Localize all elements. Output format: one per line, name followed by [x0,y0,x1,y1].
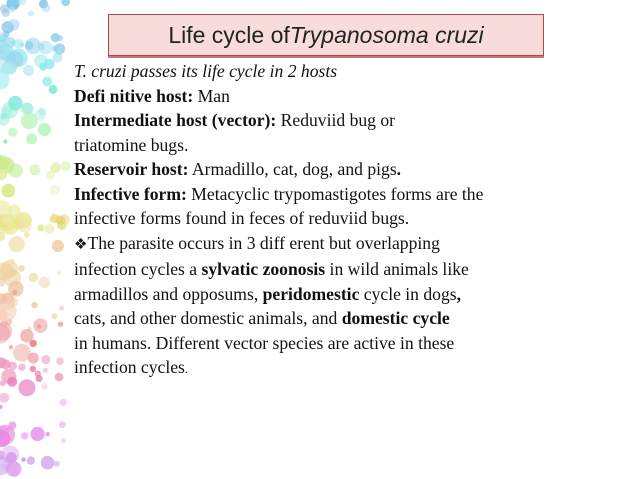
decorative-bubble [38,43,45,50]
decorative-bubble [2,292,13,303]
decorative-bubble [1,184,15,198]
decorative-bubble [0,425,15,445]
decorative-bubble [13,344,31,362]
decorative-bubble [3,38,9,44]
decorative-bubble [13,220,23,230]
decorative-bubble [3,140,7,144]
decorative-bubble [6,427,10,431]
decorative-bubble [60,399,67,406]
decorative-bubble [8,204,20,216]
infective-form-value: Metacyclic trypomastigotes forms are the [186,183,484,204]
decorative-bubble [0,309,8,322]
decorative-bubble [45,432,50,437]
decorative-bubble [46,171,55,180]
title-plain: Life cycle of [168,21,290,48]
decorative-bubble [35,109,46,120]
decorative-bubble [59,306,64,311]
decorative-bubble [0,155,10,171]
diamond-bullet-icon: ❖ [74,236,88,253]
decorative-bubble [6,461,21,476]
cycles-text-3: cats, and other domestic animals, and [74,308,342,328]
cycles-text-2b: cycle in dogs [359,283,457,304]
decorative-bubble [9,6,15,12]
decorative-bubble [41,383,47,389]
decorative-bubble [23,65,34,76]
domestic-cycle-term: domestic cycle [341,308,450,328]
intermediate-host-label: Intermediate host (vector): [74,110,277,130]
decorative-bubble [18,265,25,272]
decorative-bubble [26,133,37,144]
decorative-bubble [38,108,45,115]
decorative-bubble [21,457,25,461]
decorative-bubble [1,260,18,277]
decorative-bubble [61,161,71,171]
decorative-bubble [0,113,9,125]
decorative-bubble [0,301,17,322]
title-italic: Trypanosoma cruzi [289,21,484,48]
reservoir-host-value: Armadillo, cat, dog, and pigs [188,159,397,179]
decorative-bubble [5,52,16,63]
decorative-bubble [5,56,17,68]
decorative-bubble [61,0,70,6]
decorative-bubble [0,33,6,40]
decorative-bubble [0,36,5,43]
decorative-bubble [52,218,57,223]
decorative-bubble [0,55,9,72]
decorative-bubble [0,293,7,304]
decorative-bubble [1,49,7,55]
decorative-bubble [18,364,25,371]
decorative-bubble [39,41,53,55]
decorative-bubble [1,102,18,119]
decorative-bubble [39,0,48,9]
peridomestic-term: peridomestic [262,283,360,304]
decorative-bubble [0,380,6,386]
slide-body [74,59,634,382]
decorative-bubble [5,318,12,325]
decorative-bubble [34,54,48,68]
decorative-bubble [7,377,17,387]
decorative-bubble [57,271,61,275]
decorative-bubble [33,318,47,332]
decorative-bubble [45,224,55,234]
decorative-bubble [0,215,19,235]
decorative-bubble [0,322,12,341]
decorative-bubble [0,266,13,280]
decorative-bubble [35,371,41,377]
decorative-bubble [0,71,10,90]
decorative-bubble [0,278,5,287]
decorative-bubble [59,421,66,428]
decorative-bubble [56,216,65,225]
decorative-bubble [52,46,58,52]
decorative-bubble [44,59,55,70]
decorative-bubble [54,43,65,54]
decorative-bubble [5,37,16,48]
decorative-bubble [0,232,5,241]
definitive-host-label: Defi nitive host: [74,85,194,106]
decorative-bubble [50,214,59,223]
line-cycles-4 [74,331,634,356]
decorative-bubble [52,240,64,252]
line-intermediate-host-cont [74,133,634,158]
intro-text: T. cruzi passes its life cycle in 2 hosts [74,61,338,81]
decorative-bubble [28,353,39,364]
decorative-bubble [2,107,12,117]
decorative-bubble [0,156,3,161]
reservoir-host-label: Reservoir host: [74,159,189,179]
sylvatic-zoonosis-term: sylvatic zoonosis [201,259,326,279]
decorative-bubble [0,214,16,231]
decorative-bubble [0,405,3,410]
decorative-bubble [51,33,60,42]
decorative-bubble [41,456,55,470]
decorative-bubble [25,41,33,49]
decorative-bubble [30,366,36,372]
decorative-bubble [18,468,22,472]
decorative-bubble [51,313,57,319]
decorative-bubble [0,41,10,60]
line-cycles-2 [74,282,634,307]
decorative-bubble [28,11,34,17]
decorative-bubble [25,38,41,54]
decorative-bubble [0,4,9,13]
decorative-bubble [16,0,27,5]
decorative-bubble [1,8,10,17]
decorative-bubble [0,35,10,47]
decorative-bubble [36,375,43,382]
line-bullet-parasite [74,231,634,258]
decorative-bubble [3,269,21,287]
intermediate-host-value: Reduviid bug or [276,110,396,130]
decorative-bubble [21,103,33,115]
decorative-bubble [21,432,28,439]
decorative-bubble [29,164,40,175]
decorative-bubble [8,19,19,30]
decorative-bubble [21,112,38,129]
decorative-bubble [18,219,31,232]
decorative-bubble [20,42,24,46]
line-cycles-1 [74,257,634,282]
line-reservoir-host [74,157,634,182]
decorative-bubble [9,345,13,349]
decorative-bubble [10,40,15,45]
cycles-text-1: infection cycles a [74,259,202,279]
cycles-text-1b: in wild animals like [325,259,469,279]
decorative-bubble [50,162,61,173]
cycles-text-5: infection cycles [74,357,185,377]
decorative-bubble [0,293,15,310]
decorative-bubble [8,422,16,430]
decorative-bubble [55,373,64,382]
decorative-bubble [24,232,30,238]
decorative-bubble [7,0,20,10]
decorative-bubble [10,49,28,67]
decorative-bubble [0,216,10,228]
line-infective-form-cont [74,206,634,231]
decorative-bubble [52,53,62,63]
decorative-bubble [0,357,6,368]
decorative-bubble [9,236,25,252]
decorative-bubble [8,362,17,371]
decorative-bubble [30,427,44,441]
decorative-bubble [6,452,17,463]
line-cycles-5 [74,355,634,382]
decorative-bubble [54,461,60,467]
decorative-bubble [0,321,7,328]
line-infective-form [74,182,634,207]
decorative-bubble [8,281,24,297]
decorative-bubble [0,426,7,437]
decorative-bubble [1,62,14,75]
decorative-bubble [29,273,38,282]
decorative-bubble [27,456,35,464]
decorative-bubble [39,277,51,289]
definitive-host-value: Man [193,85,230,106]
decorative-bubble [42,77,52,87]
decorative-bubble [49,85,58,94]
decorative-bubble [1,446,19,464]
decorative-bubble [0,200,12,221]
decorative-bubble [15,212,32,229]
cycles-text-2: armadillos and opposums, [74,283,263,304]
decorative-bubble [3,31,10,38]
decorative-bubble [0,169,7,180]
decorative-bubble [12,290,17,295]
decorative-bubble [10,298,19,307]
cycles-text-4: in humans. Different vector species are active in these [74,332,455,353]
decorative-bubble [8,96,23,111]
line-cycles-3 [74,306,634,331]
decorative-bubble [43,368,48,373]
line-definitive-host [74,84,634,109]
decorative-bubble [0,262,14,280]
decorative-bubble [58,322,63,327]
decorative-bubble [0,324,10,344]
line-intermediate-host [74,108,634,133]
decorative-bubble [61,438,66,443]
decorative-bubble [50,185,61,196]
decorative-bubble [0,393,9,403]
bullet-text: The parasite occurs in 3 diff erent but overlapping [87,232,440,253]
line-intro [74,59,634,84]
decorative-bubble [1,369,16,384]
decorative-bubble [7,51,24,68]
decorative-bubble [59,214,70,225]
decorative-bubble [2,21,14,33]
decorative-bubble [42,4,50,12]
decorative-bubble [0,213,4,218]
decorative-bubble [0,450,5,460]
decorative-bubble [8,259,14,265]
cycles-comma: , [456,283,462,304]
decorative-bubble [30,340,37,347]
decorative-bubble [14,212,22,220]
decorative-bubble [37,224,44,231]
decorative-bubble [0,32,7,46]
decorative-bubble [56,357,64,365]
decorative-bubble [2,60,17,75]
decorative-bubble [0,44,14,61]
decorative-bubble [9,51,15,57]
decorative-bubble [39,63,47,71]
reservoir-host-period: . [396,159,402,179]
decorative-bubble [0,157,15,173]
decorative-bubble [1,359,11,369]
infective-form-label: Infective form: [74,183,187,204]
decorative-bubble [38,123,51,136]
decorative-bubble [31,302,37,308]
decorative-bubble [57,35,63,41]
decorative-bubble [1,113,8,120]
decorative-bubble [0,47,4,54]
decorative-bubble [14,39,24,49]
decorative-bubble [18,379,35,396]
intermediate-host-value-cont: triatomine bugs. [74,134,189,155]
slide-title [108,14,544,56]
decorative-bubble [20,329,34,343]
decorative-bubble [27,327,32,332]
decorative-bubble [3,216,11,224]
decorative-bubble [0,228,4,235]
decorative-bubble [37,324,41,328]
final-period: . [184,362,188,376]
decorative-bubble [9,164,23,178]
decorative-bubble [0,457,11,476]
decorative-bubble [1,464,7,470]
decorative-bubble [8,128,17,137]
decorative-bubble [57,220,67,230]
infective-form-value-cont: infective forms found in feces of reduviid bugs. [74,208,410,228]
decorative-bubble [41,355,50,364]
decorative-bubble [0,430,11,447]
